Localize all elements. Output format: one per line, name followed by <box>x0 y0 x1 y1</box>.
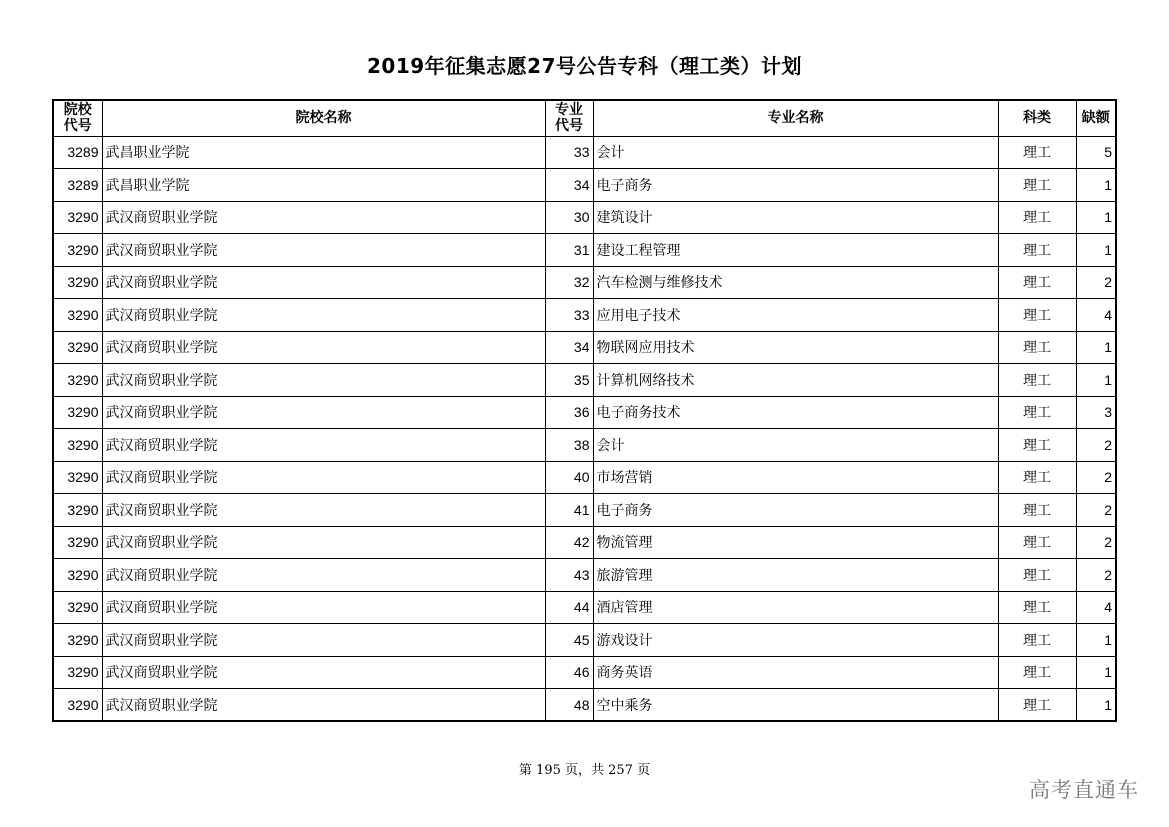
cell-major-name: 会计 <box>593 136 998 169</box>
cell-category: 理工 <box>998 266 1076 299</box>
page-title: 2019年征集志愿27号公告专科（理工类）计划 <box>367 54 802 78</box>
cell-major-name: 物流管理 <box>593 526 998 559</box>
cell-category: 理工 <box>998 689 1076 722</box>
cell-major-name: 会计 <box>593 429 998 462</box>
cell-category: 理工 <box>998 591 1076 624</box>
cell-major-code: 31 <box>545 234 593 267</box>
enrollment-plan-table <box>52 99 1117 722</box>
cell-major-code: 34 <box>545 169 593 202</box>
cell-school-name: 武汉商贸职业学院 <box>102 591 545 624</box>
cell-major-code: 32 <box>545 266 593 299</box>
cell-major-code: 41 <box>545 494 593 527</box>
header-major-code: 专业 代号 <box>545 100 593 136</box>
cell-school-code: 3290 <box>53 266 102 299</box>
cell-category: 理工 <box>998 624 1076 657</box>
cell-major-name: 空中乘务 <box>593 689 998 722</box>
cell-school-code: 3289 <box>53 136 102 169</box>
header-school-name: 院校名称 <box>102 100 545 136</box>
cell-school-name: 武汉商贸职业学院 <box>102 461 545 494</box>
cell-vacancies: 1 <box>1076 331 1116 364</box>
table-row <box>53 624 1116 657</box>
cell-vacancies: 4 <box>1076 591 1116 624</box>
cell-major-name: 计算机网络技术 <box>593 364 998 397</box>
cell-school-name: 武汉商贸职业学院 <box>102 559 545 592</box>
cell-major-name: 市场营销 <box>593 461 998 494</box>
cell-school-code: 3289 <box>53 169 102 202</box>
cell-category: 理工 <box>998 461 1076 494</box>
cell-category: 理工 <box>998 526 1076 559</box>
cell-school-name: 武汉商贸职业学院 <box>102 429 545 462</box>
cell-major-code: 30 <box>545 201 593 234</box>
cell-major-name: 旅游管理 <box>593 559 998 592</box>
cell-category: 理工 <box>998 201 1076 234</box>
header-major-name: 专业名称 <box>593 100 998 136</box>
cell-school-name: 武汉商贸职业学院 <box>102 624 545 657</box>
cell-vacancies: 2 <box>1076 461 1116 494</box>
cell-category: 理工 <box>998 364 1076 397</box>
cell-major-code: 34 <box>545 331 593 364</box>
cell-vacancies: 1 <box>1076 656 1116 689</box>
cell-major-code: 46 <box>545 656 593 689</box>
cell-vacancies: 2 <box>1076 526 1116 559</box>
cell-major-name: 汽车检测与维修技术 <box>593 266 998 299</box>
cell-major-code: 38 <box>545 429 593 462</box>
table-row <box>53 591 1116 624</box>
cell-major-name: 建设工程管理 <box>593 234 998 267</box>
table-body <box>53 136 1116 721</box>
cell-major-name: 物联网应用技术 <box>593 331 998 364</box>
cell-major-code: 44 <box>545 591 593 624</box>
cell-vacancies: 2 <box>1076 266 1116 299</box>
cell-major-name: 游戏设计 <box>593 624 998 657</box>
cell-vacancies: 1 <box>1076 689 1116 722</box>
header-school-code: 院校 代号 <box>53 100 102 136</box>
cell-school-code: 3290 <box>53 461 102 494</box>
table-row <box>53 234 1116 267</box>
cell-vacancies: 5 <box>1076 136 1116 169</box>
cell-major-code: 42 <box>545 526 593 559</box>
table-row <box>53 526 1116 559</box>
table-row <box>53 461 1116 494</box>
cell-vacancies: 2 <box>1076 429 1116 462</box>
cell-vacancies: 1 <box>1076 169 1116 202</box>
header-category: 科类 <box>998 100 1076 136</box>
cell-school-name: 武昌职业学院 <box>102 169 545 202</box>
cell-major-name: 电子商务技术 <box>593 396 998 429</box>
table-row <box>53 656 1116 689</box>
cell-vacancies: 1 <box>1076 624 1116 657</box>
cell-vacancies: 2 <box>1076 494 1116 527</box>
cell-school-name: 武汉商贸职业学院 <box>102 266 545 299</box>
cell-school-code: 3290 <box>53 591 102 624</box>
cell-category: 理工 <box>998 396 1076 429</box>
cell-school-name: 武汉商贸职业学院 <box>102 201 545 234</box>
cell-major-name: 酒店管理 <box>593 591 998 624</box>
cell-vacancies: 1 <box>1076 364 1116 397</box>
cell-school-code: 3290 <box>53 624 102 657</box>
cell-major-code: 48 <box>545 689 593 722</box>
cell-school-code: 3290 <box>53 429 102 462</box>
cell-vacancies: 1 <box>1076 234 1116 267</box>
table-row <box>53 689 1116 722</box>
cell-major-code: 33 <box>545 136 593 169</box>
cell-school-name: 武汉商贸职业学院 <box>102 234 545 267</box>
cell-category: 理工 <box>998 299 1076 332</box>
cell-major-code: 36 <box>545 396 593 429</box>
table-row <box>53 331 1116 364</box>
cell-major-code: 43 <box>545 559 593 592</box>
cell-category: 理工 <box>998 169 1076 202</box>
cell-category: 理工 <box>998 494 1076 527</box>
cell-school-name: 武汉商贸职业学院 <box>102 299 545 332</box>
cell-major-code: 40 <box>545 461 593 494</box>
table-row <box>53 201 1116 234</box>
cell-major-name: 建筑设计 <box>593 201 998 234</box>
cell-major-code: 35 <box>545 364 593 397</box>
table-row <box>53 559 1116 592</box>
cell-school-name: 武汉商贸职业学院 <box>102 689 545 722</box>
cell-category: 理工 <box>998 429 1076 462</box>
cell-school-code: 3290 <box>53 656 102 689</box>
page-number-footer: 第 195 页，共 257 页 <box>518 763 651 778</box>
cell-school-code: 3290 <box>53 396 102 429</box>
cell-school-name: 武汉商贸职业学院 <box>102 396 545 429</box>
cell-school-code: 3290 <box>53 689 102 722</box>
cell-category: 理工 <box>998 331 1076 364</box>
table-row <box>53 429 1116 462</box>
cell-major-code: 33 <box>545 299 593 332</box>
cell-school-name: 武汉商贸职业学院 <box>102 331 545 364</box>
cell-school-name: 武昌职业学院 <box>102 136 545 169</box>
cell-school-code: 3290 <box>53 331 102 364</box>
cell-category: 理工 <box>998 234 1076 267</box>
table-header-row <box>53 100 1116 136</box>
cell-category: 理工 <box>998 136 1076 169</box>
cell-school-name: 武汉商贸职业学院 <box>102 364 545 397</box>
table-row <box>53 169 1116 202</box>
header-vacancies: 缺额 <box>1076 100 1116 136</box>
cell-school-code: 3290 <box>53 299 102 332</box>
cell-major-name: 电子商务 <box>593 169 998 202</box>
table-row <box>53 136 1116 169</box>
cell-school-code: 3290 <box>53 559 102 592</box>
cell-category: 理工 <box>998 656 1076 689</box>
cell-school-code: 3290 <box>53 364 102 397</box>
cell-school-name: 武汉商贸职业学院 <box>102 494 545 527</box>
cell-vacancies: 4 <box>1076 299 1116 332</box>
watermark: 高考直通车 <box>1029 778 1139 802</box>
table-row <box>53 364 1116 397</box>
cell-school-code: 3290 <box>53 494 102 527</box>
cell-school-code: 3290 <box>53 234 102 267</box>
cell-school-name: 武汉商贸职业学院 <box>102 526 545 559</box>
cell-major-code: 45 <box>545 624 593 657</box>
table-row <box>53 396 1116 429</box>
cell-major-name: 应用电子技术 <box>593 299 998 332</box>
cell-vacancies: 3 <box>1076 396 1116 429</box>
cell-major-name: 商务英语 <box>593 656 998 689</box>
cell-major-name: 电子商务 <box>593 494 998 527</box>
table-row <box>53 266 1116 299</box>
cell-category: 理工 <box>998 559 1076 592</box>
cell-school-code: 3290 <box>53 526 102 559</box>
cell-school-code: 3290 <box>53 201 102 234</box>
cell-vacancies: 2 <box>1076 559 1116 592</box>
table-row <box>53 494 1116 527</box>
table-row <box>53 299 1116 332</box>
cell-vacancies: 1 <box>1076 201 1116 234</box>
cell-school-name: 武汉商贸职业学院 <box>102 656 545 689</box>
